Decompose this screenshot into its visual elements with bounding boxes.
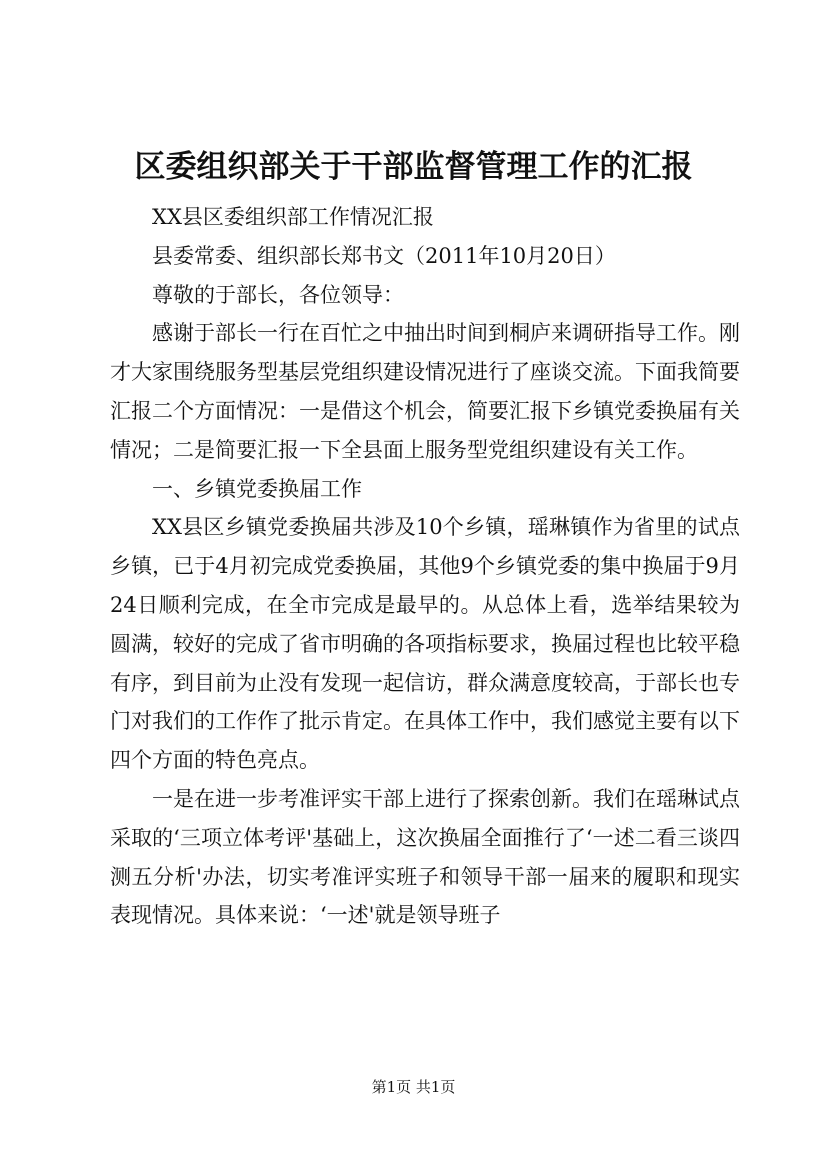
page-number-footer: 第1页 共1页: [371, 1078, 456, 1096]
section-heading-township-election: 一、乡镇党委换届工作: [152, 476, 362, 501]
paragraph-township-election: XX县区乡镇党委换届共涉及10个乡镇，瑶琳镇作为省里的试点乡镇，已于4月初完成党委换届，其他9个乡镇党委的集中换届于9月24日顺利完成，在全市完成是最早的。从总体上看，选举结果较为圆满，较好的完成了省市明确的各项指标要求，换届过程也比较平稳有序，到目前为止没有发现一起信访，群众满意度较高，于部长也专门对我们的工作作了批示肯定。在具体工作中，我们感觉主要有以下四个方面的特色亮点。: [110, 515, 740, 773]
document-body: [110, 198, 740, 935]
paragraph-introduction: 感谢于部长一行在百忙之中抽出时间到桐庐来调研指导工作。刚才大家围绕服务型基层党组织建设情况进行了座谈交流。下面我简要汇报二个方面情况：一是借这个机会，简要汇报下乡镇党委换届有关情况；二是简要汇报一下全县面上服务型党组织建设有关工作。: [110, 321, 740, 462]
paragraph-evaluation-innovation: 一是在进一步考准评实干部上进行了探索创新。我们在瑶琳试点采取的‘三项立体考评'基础上，这次换届全面推行了‘一述二看三谈四测五分析'办法，切实考准评实班子和领导干部一届来的履职和现实表现情况。具体来说：‘一述'就是领导班子: [110, 786, 740, 928]
paragraph-author-date: 县委常委、组织部长郑书文（2011年10月20日）: [152, 243, 616, 268]
document-title: 区委组织部关于干部监督管理工作的汇报: [134, 149, 693, 185]
paragraph-salutation: 尊敬的于部长，各位领导：: [152, 282, 404, 307]
paragraph-subtitle: XX县区委组织部工作情况汇报: [152, 205, 434, 229]
